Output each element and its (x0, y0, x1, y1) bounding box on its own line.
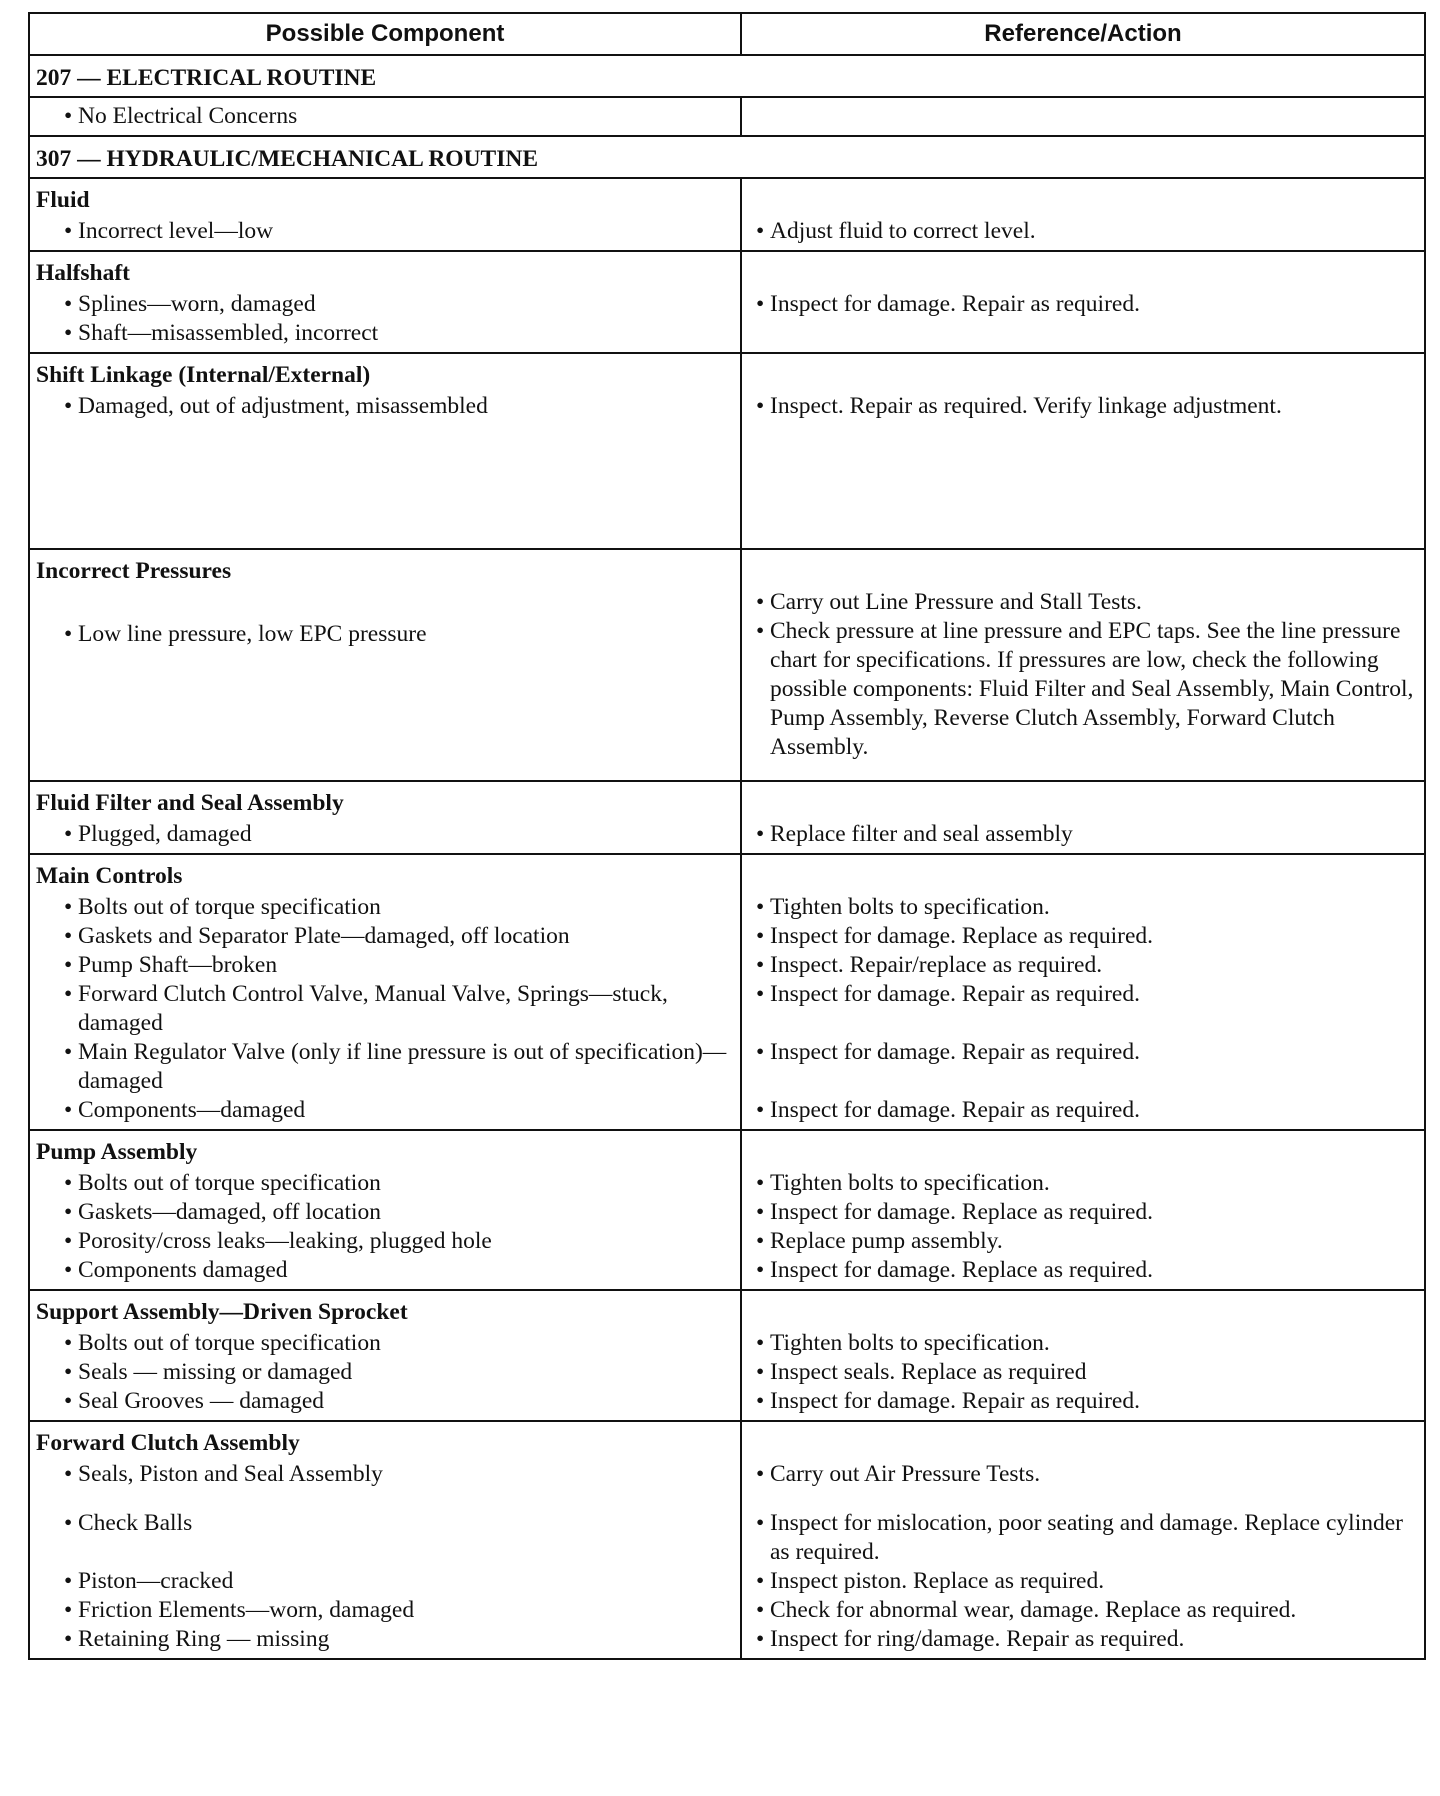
list-item: • Bolts out of torque specification (64, 1330, 381, 1356)
list-item: • Bolts out of torque specification (64, 894, 381, 920)
action-item: • Carry out Line Pressure and Stall Tests. (756, 589, 1142, 615)
list-item: • Forward Clutch Control Valve, Manual Valve, Springs—stuck, damaged (64, 981, 668, 1036)
list-item: • Check Balls (64, 1510, 193, 1536)
group-heading-fluid-filter: Fluid Filter and Seal Assembly (36, 790, 344, 816)
header-reference-action: Reference/Action (741, 13, 1425, 55)
table-row-shift-linkage (29, 353, 1425, 549)
table-row-fluid (29, 178, 1425, 251)
action-item: • Tighten bolts to specification. (756, 894, 1050, 920)
list-item: • Damaged, out of adjustment, misassembled (64, 393, 488, 419)
action-item: • Inspect for ring/damage. Repair as required. (756, 1626, 1185, 1652)
list-item: • Plugged, damaged (64, 821, 252, 847)
table-row-incorrect-pressures (29, 549, 1425, 781)
action-item: • Inspect seals. Replace as required (756, 1359, 1087, 1385)
action-item: • Inspect for damage. Repair as required. (756, 981, 1140, 1007)
section-title-electrical: 207 — ELECTRICAL ROUTINE (29, 55, 1425, 97)
group-heading-shift-linkage: Shift Linkage (Internal/External) (36, 362, 371, 388)
action-item: • Inspect for damage. Repair as required. (756, 1097, 1140, 1123)
action-item: • Inspect for mislocation, poor seating and damage. Replace cylinder as required. (756, 1510, 1403, 1565)
group-heading-main-controls: Main Controls (36, 863, 183, 889)
list-item: • Piston—cracked (64, 1568, 234, 1594)
table-row-forward-clutch (29, 1421, 1425, 1659)
group-heading-incorrect-pressures: Incorrect Pressures (36, 558, 232, 584)
action-item: • Inspect for damage. Replace as required. (756, 1257, 1153, 1283)
action-item: • Inspect for damage. Replace as required. (756, 1199, 1153, 1225)
diagnostic-table (28, 12, 1426, 1660)
table-row-pump-assembly (29, 1130, 1425, 1290)
action-item: • Inspect for damage. Repair as required. (756, 1388, 1140, 1414)
list-item: • Components damaged (64, 1257, 288, 1283)
group-heading-forward-clutch: Forward Clutch Assembly (36, 1430, 300, 1456)
action-item: • Check pressure at line pressure and EPC taps. See the line pressure chart for specifications. If pressures are low, check the following possible components: Fluid Filter and Seal Assembly, Main Control, Pump Assembly, Reverse Clutch Assembly, Forward Clutch Assembly. (756, 618, 1414, 760)
list-item: • Retaining Ring — missing (64, 1626, 330, 1652)
diagnostic-table-page (28, 12, 1424, 1660)
header-possible-component: Possible Component (29, 13, 741, 55)
list-item: • Seal Grooves — damaged (64, 1388, 325, 1414)
list-item: • Pump Shaft—broken (64, 952, 278, 978)
action-item: • Inspect for damage. Replace as required. (756, 923, 1153, 949)
action-item: • Inspect for damage. Repair as required. (756, 1039, 1140, 1065)
action-item: • Inspect. Repair/replace as required. (756, 952, 1103, 978)
action-item: • Tighten bolts to specification. (756, 1170, 1050, 1196)
action-item: • Check for abnormal wear, damage. Replace as required. (756, 1597, 1297, 1623)
section-row-hydraulic (29, 136, 1425, 178)
list-item: • Seals — missing or damaged (64, 1359, 353, 1385)
section-row-electrical (29, 55, 1425, 97)
action-item: • Carry out Air Pressure Tests. (756, 1461, 1041, 1487)
table-row-fluid-filter (29, 781, 1425, 854)
list-item: • Low line pressure, low EPC pressure (64, 621, 427, 647)
list-item: • Splines—worn, damaged (64, 291, 316, 317)
list-item: • Components—damaged (64, 1097, 306, 1123)
action-item: • Inspect. Repair as required. Verify linkage adjustment. (756, 393, 1282, 419)
action-item: • Adjust fluid to correct level. (756, 218, 1036, 244)
list-item: • Porosity/cross leaks—leaking, plugged hole (64, 1228, 492, 1254)
list-item: • Incorrect level—low (64, 218, 274, 244)
table-row-halfshaft (29, 251, 1425, 353)
list-item: • Friction Elements—worn, damaged (64, 1597, 415, 1623)
list-item: • Shaft—misassembled, incorrect (64, 320, 379, 346)
list-item: • Gaskets and Separator Plate—damaged, off location (64, 923, 570, 949)
group-heading-halfshaft: Halfshaft (36, 260, 130, 286)
action-item: • Replace pump assembly. (756, 1228, 1003, 1254)
list-item: • Gaskets—damaged, off location (64, 1199, 382, 1225)
action-item: • Tighten bolts to specification. (756, 1330, 1050, 1356)
section-title-hydraulic: 307 — HYDRAULIC/MECHANICAL ROUTINE (29, 136, 1425, 178)
group-heading-support-assembly: Support Assembly—Driven Sprocket (36, 1299, 408, 1325)
list-item: • Bolts out of torque specification (64, 1170, 381, 1196)
list-item: • Main Regulator Valve (only if line pressure is out of specification)—damaged (64, 1039, 727, 1094)
action-item: • Inspect piston. Replace as required. (756, 1568, 1105, 1594)
list-item: • Seals, Piston and Seal Assembly (64, 1461, 383, 1487)
list-item: • No Electrical Concerns (64, 103, 298, 129)
table-row-support-assembly (29, 1290, 1425, 1421)
table-row-electrical-item (29, 97, 1425, 136)
action-item: • Inspect for damage. Repair as required. (756, 291, 1140, 317)
table-header-row (29, 13, 1425, 55)
action-item: • Replace filter and seal assembly (756, 821, 1073, 847)
table-row-main-controls (29, 854, 1425, 1130)
group-heading-pump-assembly: Pump Assembly (36, 1139, 198, 1165)
group-heading-fluid: Fluid (36, 187, 90, 213)
